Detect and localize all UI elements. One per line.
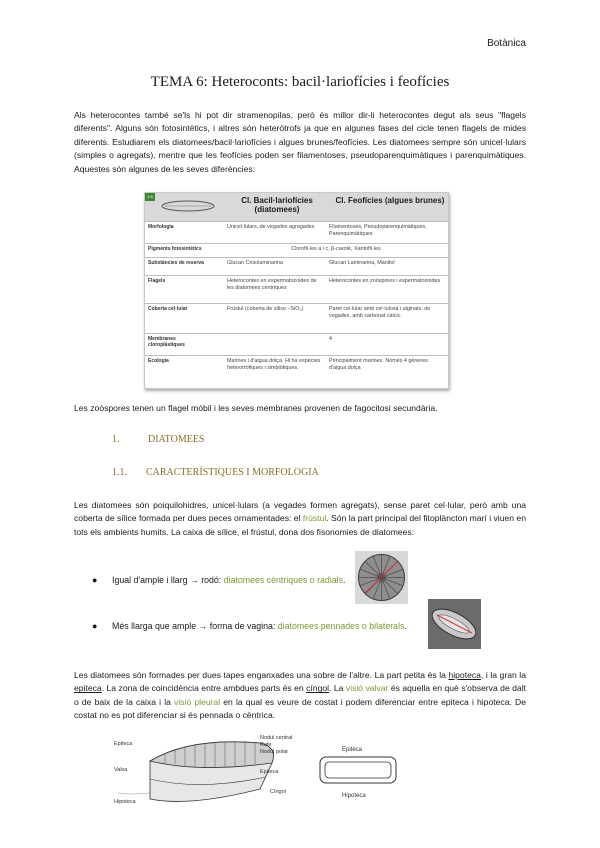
row-label: Coberta cel·lular: [148, 306, 188, 312]
table-row: [145, 257, 448, 276]
row-label: Ecologia: [148, 358, 169, 364]
row-cell: Unicel·lulars, de vegades agregades: [227, 224, 315, 230]
term-hipoteca: hipoteca: [448, 670, 481, 680]
row-label: Flagels: [148, 278, 166, 284]
row-cell: Filamentoses, Pseudoparenquimàtiques, Parenquimàtiques: [329, 224, 427, 237]
row-cell: Paret cel·lular amb cel·lulosa i alginats, de vegades, amb carbonat càlcic.: [329, 306, 431, 319]
section-title: DIATOMEES: [148, 434, 205, 445]
table-col1-title: Cl. Bacil·lariofícies (diatomees): [241, 196, 313, 214]
table-header: [145, 193, 448, 221]
term-visio-valvar: visió valvar: [345, 683, 389, 694]
label-epiteca-pleural: Epiteca: [342, 747, 363, 753]
text-run: Les diatomees són formades per dues tapes enganxades una sobre de l'altre. La part petita és la: [74, 670, 449, 680]
term-visio-pleural: visió pleural: [174, 696, 221, 707]
frustule-paragraph: [74, 669, 526, 723]
after-table-paragraph: Les zoòspores tenen un flagel mòbil i les seves membranes provenen de fagocitosi secundària.: [74, 403, 438, 413]
row-cell: Heterocontes en zoòspores i espermatozoides: [329, 278, 441, 284]
frustule-3d-diagram: [110, 733, 300, 813]
term-pennate: diatomees pennades o bilaterals: [277, 621, 405, 631]
row-cell: Glucan Laminarina, Manitol: [329, 260, 395, 266]
label-nodul-central: Nodul central: [260, 735, 293, 741]
row-cell: Principalment marines. Només 4 gèneres d'aigua dolça: [329, 358, 428, 371]
table-row: [145, 355, 448, 389]
bullet-icon: ●: [92, 575, 98, 585]
table-row: [145, 221, 448, 244]
bullet-item: [112, 575, 345, 585]
term-epiteca: epiteca: [74, 683, 102, 694]
row-cell: 4: [329, 336, 332, 342]
label-nodul-polar: Nodul polar: [260, 749, 289, 755]
table-row: [145, 275, 448, 304]
row-cell: Clorofil·les a i c, β-carotè, Xantofil·les: [291, 246, 381, 252]
page-title: TEMA 6: Heteroconts: bacil·lariofícies i feofícies: [150, 74, 450, 90]
label-hipoteca-pleural: Hipoteca: [342, 793, 366, 799]
header-subject: Botànica: [487, 38, 526, 49]
centric-diatom-image: [355, 551, 408, 604]
label-epiteca: Epiteca: [114, 741, 133, 747]
text-run: .: [404, 621, 407, 631]
text-run: en la qual es veure de costat i podem diferenciar entre epiteca i hipoteca. De costat no es pot diferenciar si és pennada o cèntrica.: [74, 696, 526, 721]
text-run: Igual d'ample i llarg → rodó:: [112, 575, 224, 585]
bullet-icon: ●: [92, 621, 98, 631]
row-cell: Glucan Crisolaminarina: [227, 260, 284, 266]
label-rafe: Rafe: [260, 742, 272, 748]
text-run: . La zona de coincidència entre ambdues parts és en: [101, 683, 307, 694]
row-cell: Frústul (coberta de sílice –SiO₂): [227, 306, 304, 312]
pleural-view-diagram: [316, 745, 426, 807]
section-number: 1.: [112, 434, 120, 445]
table-badge: 4.6: [145, 193, 155, 201]
bullet-item: [112, 621, 407, 631]
subsection-title: CARACTERÍSTIQUES I MORFOLOGIA: [146, 467, 319, 478]
label-epiteca-right: Epiteca: [260, 769, 279, 775]
text-run: és aquella en què s'observa de dalt o de baix de la caixa i la: [74, 683, 527, 707]
table-row: [145, 303, 448, 334]
text-run: . La: [329, 683, 346, 694]
row-cell: Marines i d'aigua dolça. Hi ha espècies heterotròfiques i simbiòtiques.: [227, 358, 321, 371]
subsection-number: 1.1.: [112, 467, 127, 478]
term-cingol: cíngol: [306, 683, 330, 694]
row-label: Pigments fotosintètics: [148, 246, 202, 252]
label-valva: Valva: [114, 767, 128, 773]
diatom-sketch-icon: [159, 199, 217, 213]
intro-paragraph: Als heterocontes també se'ls hi pot dir stramenopilas, però és millor dir-li heterocontes degut als seus "flagels diferents". Alguns són fotosintètics, i altres són heteròtrofs ja que en algunes fases del cicle tenen flagels de mides diferents. Estudiarem els diatomees/bacil·lariofícies i algues brunes/feofícies. Les diatomees sempre són unicel·lulars (simples o agregats), mentre que les feofícies poden ser filamentoses, pseudoparenquimàtiques i parenquimàtiques. Aquestes són algunes de les seves diferències:: [74, 110, 526, 174]
table-row: [145, 243, 448, 258]
text-run: , i la gran la: [480, 670, 526, 680]
table-row: [145, 333, 448, 356]
row-label: Membranes cloroplàstiques: [148, 336, 185, 348]
row-label: Substàncies de reserva: [148, 260, 204, 266]
term-centric: diatomees cèntriques o radials: [223, 575, 344, 585]
text-run: .: [343, 575, 346, 585]
pennate-diatom-image: [428, 599, 481, 649]
text-run: Més llarga que ample → forma de vagina:: [112, 621, 278, 631]
label-cingol: Cíngol: [270, 789, 286, 795]
row-label: Morfologia: [148, 224, 174, 230]
table-col2-title: Cl. Feofícies (algues brunes): [335, 196, 445, 205]
comparison-table: [144, 192, 449, 389]
row-cell: Heterocontes en espermatozoides de les diatomees cèntriques: [227, 278, 317, 291]
diatomees-paragraph: [74, 499, 526, 539]
label-hipoteca: Hipoteca: [114, 799, 136, 805]
text-run: . Són la part principal del fitoplàncton marí i viuen en tots els ambients humits. La caixa de sílice, el frústul, dona dos fisonomies de diatomees:: [74, 513, 526, 537]
text-run: Les diatomees són poiquilohidres, unicel·lulars (a vegades formen agregats), sense paret cel·lular, però amb una coberta de sílice formada per dues peces ornamentades: el: [74, 500, 526, 524]
term-frustul: frústul: [302, 513, 327, 524]
